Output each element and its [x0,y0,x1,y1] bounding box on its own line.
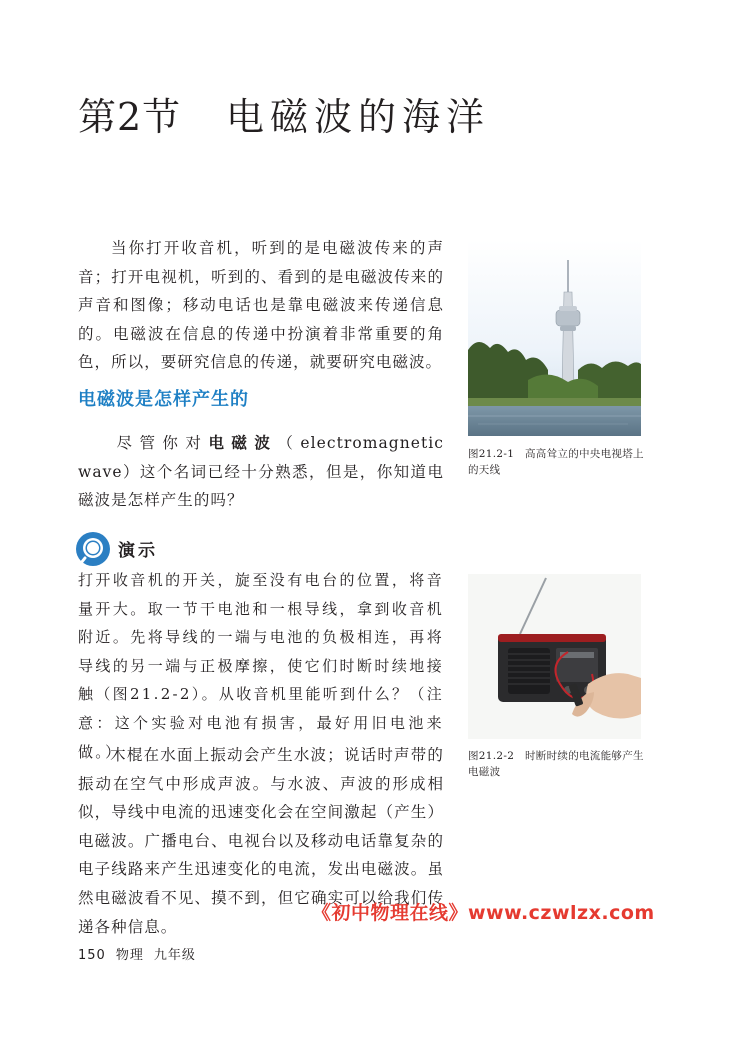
footer-subject: 物理 [115,948,144,963]
page-footer [78,944,206,963]
question-paragraph-block [78,429,444,515]
footer-grade: 九年级 [153,948,196,963]
section-number: 第2节 [78,95,182,139]
explanation-paragraph: 木棍在水面上振动会产生水波；说话时声带的振动在空气中形成声波。与水波、声波的形成相似，导线中电流的迅速变化会在空间激起（产生）电磁波。广播电台、电视台以及移动电话靠复杂的电子线路来产生迅速变化的电流，发出电磁波。虽然电磁波看不见、摸不到，但它确实可以给我们传递各种信息。 [78,746,444,936]
key-term-bold: 电磁波 [208,434,278,452]
demo-text: 打开收音机的开关，旋至没有电台的位置，将音量开大。取一节干电池和一根导线，拿到收音机附近。先将导线的一端与电池的负极相连，再将导线的另一端与正极摩擦，使它们时断时续地接触（图21.2-2）。从收音机里能听到什么？（注意：这个实验对电池有损害，最好用旧电池来做。） [78,571,444,761]
radio-experiment-photo [468,574,641,739]
page-number: 150 [78,948,106,963]
radio-experiment-image [468,574,641,739]
intro-paragraph-block [78,234,444,377]
demo-paragraph-block [78,566,444,766]
section-heading: 电磁波是怎样产生的 [78,389,249,410]
key-term-english: （electromagnetic wave） [78,434,445,481]
question-text-after: 这个名词已经十分熟悉，但是，你知道电磁波是怎样产生的吗？ [78,462,444,510]
figure-1-caption-block [468,446,644,478]
tv-tower-image [468,240,641,436]
tv-tower-photo [468,240,641,436]
magnifier-icon [76,532,110,566]
figure-2-caption-block [468,748,644,780]
figure-2-caption: 图21.2-2 时断时续的电流能够产生电磁波 [468,750,644,778]
website-watermark: 《初中物理在线》www.czwlzx.com [312,902,655,924]
figure-1-caption: 图21.2-1 高高耸立的中央电视塔上的天线 [468,448,644,476]
demo-label: 演示 [118,541,158,561]
intro-paragraph: 当你打开收音机，听到的是电磁波传来的声音；打开电视机，听到的、看到的是电磁波传来的声音和图像；移动电话也是靠电磁波来传递信息的。电磁波在信息的传递中扮演着非常重要的角色，所以，要研究信息的传递，就要研究电磁波。 [78,239,444,372]
question-text-before: 尽管你对 [110,434,209,452]
section-title: 电磁波的海洋 [226,95,491,139]
